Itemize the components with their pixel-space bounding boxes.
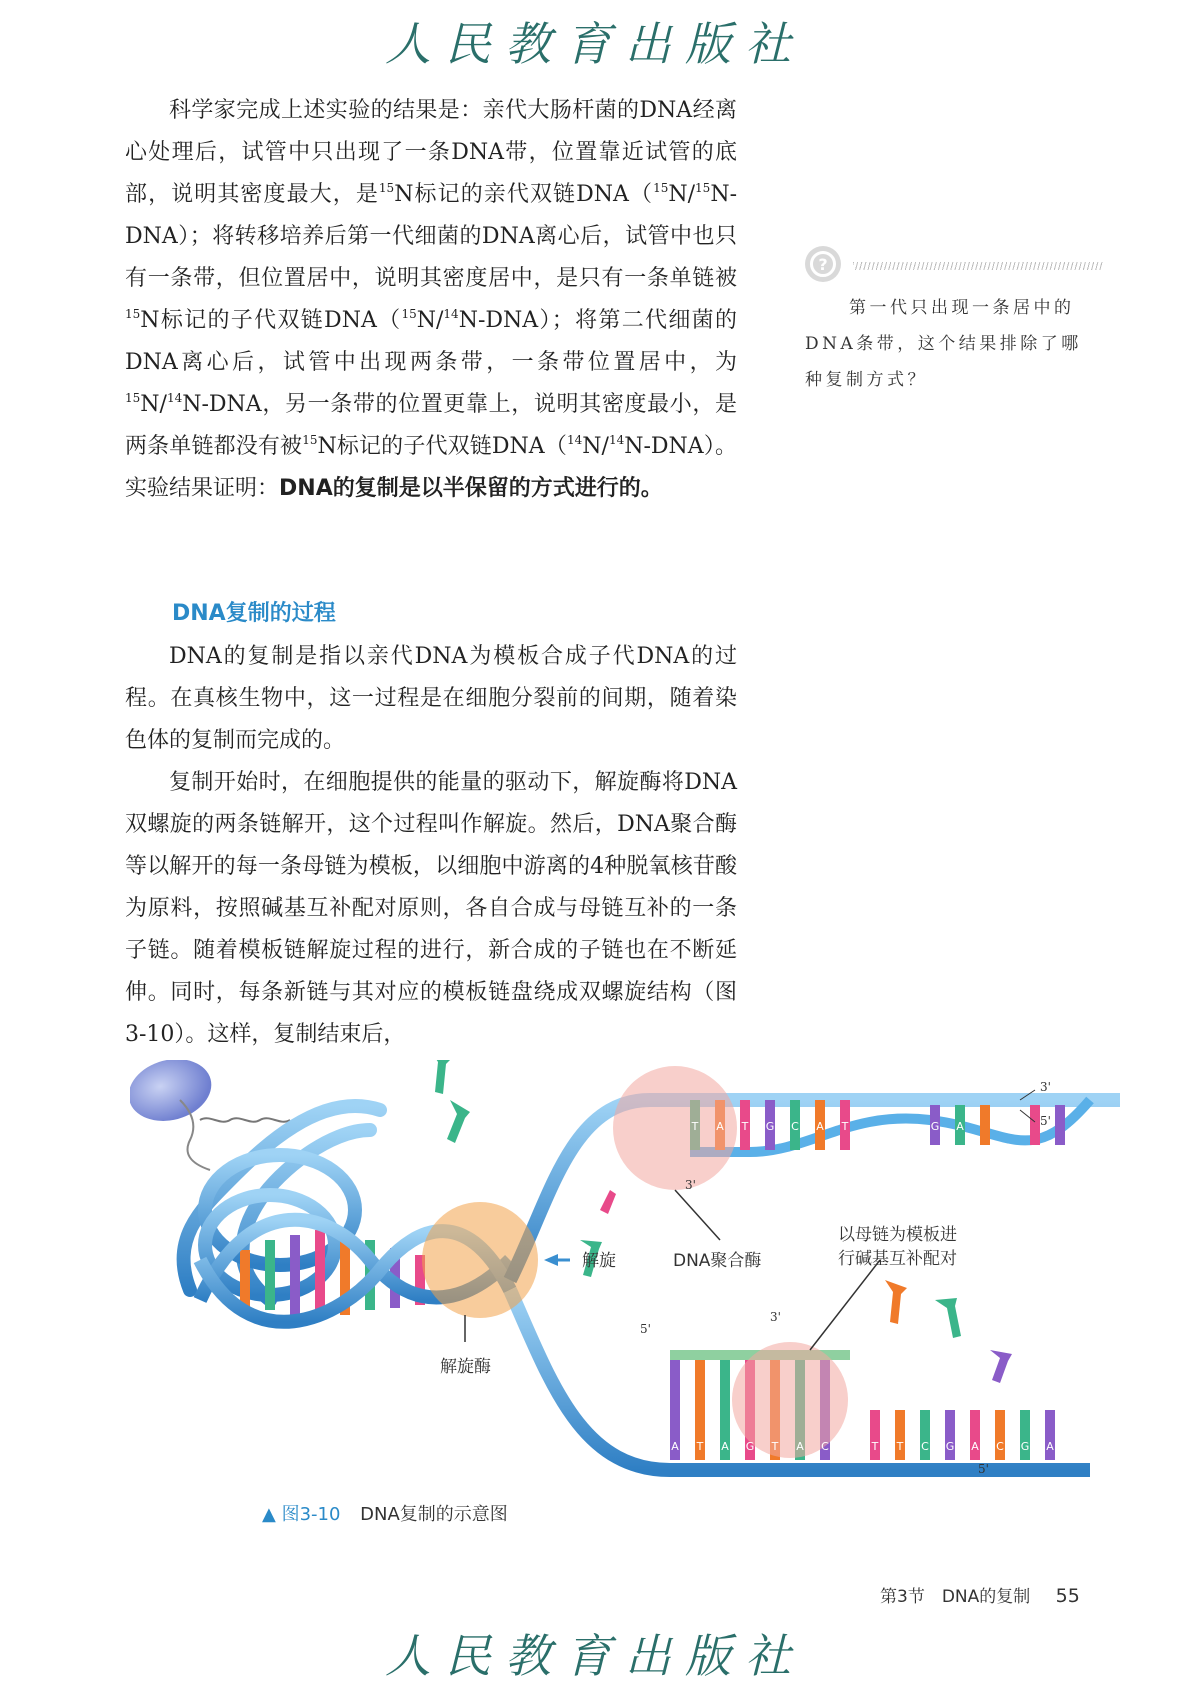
bottom-base-letter: C xyxy=(921,1440,929,1453)
top-base-letter: T xyxy=(841,1120,849,1133)
bottom-base-letter: A xyxy=(671,1440,679,1453)
section-heading: DNA复制的过程 xyxy=(172,601,336,626)
conclusion-bold: DNA的复制是以半保留的方式进行的。 xyxy=(279,476,663,501)
end-5-bottom: 5' xyxy=(978,1462,989,1476)
publisher-watermark-top: 人民教育出版社 xyxy=(385,17,805,71)
top-base-letter: G xyxy=(930,1120,940,1133)
top-base-letter: A xyxy=(956,1120,964,1133)
bottom-base-letter: C xyxy=(996,1440,1004,1453)
caption-text: DNA复制的示意图 xyxy=(360,1504,508,1525)
bottom-base-letter: A xyxy=(721,1440,729,1453)
figure-caption xyxy=(262,1500,508,1526)
top-base-letter: C xyxy=(791,1120,799,1133)
caption-triangle-icon: ▲ xyxy=(262,1504,276,1525)
process-paragraph: 复制开始时，在细胞提供的能量的驱动下，解旋酶将DNA双螺旋的两条链解开，这个过程叫作解旋。然后，DNA聚合酶等以解开的每一条母链为模板，以细胞中游离的4种脱氧核苷酸为原料，按照碱基互补配对原则，各自合成与母链互补的一条子链。随着模板链解旋过程的进行，新合成的子链也在不断延伸。同时，每条新链与其对应的模板链盘绕成双螺旋结构（图3-10）。这样，复制结束后， xyxy=(125,770,737,1047)
question-text: 第一代只出现一条居中的DNA条带，这个结果排除了哪种复制方式？ xyxy=(805,298,1082,390)
end-3-mid: 3' xyxy=(685,1178,696,1192)
label-pairing-line2: 行碱基互补配对 xyxy=(838,1249,957,1269)
bottom-base-letter: G xyxy=(1020,1440,1030,1453)
footer-section: 第3节 DNA的复制 xyxy=(880,1587,1031,1607)
end-5-low: 5' xyxy=(640,1322,651,1336)
end-3-low: 3' xyxy=(770,1310,781,1324)
dna-replication-figure xyxy=(130,1060,1130,1540)
bottom-base-letter: A xyxy=(971,1440,979,1453)
result-paragraph: 科学家完成上述实验的结果是：亲代大肠杆菌的DNA经离心处理后，试管中只出现了一条DNA带，位置靠近试管的底部，说明其密度最大，是$^{15}$N标记的亲代双链DNA（$^{15}$N/$^{15}$N-DNA）；将转移培养后第一代细菌的DNA离心后，试管中也只有一条带，但位置居中，说明其密度居中，是只有一条单链被$^{15}$N标记的子代双链DNA（$^{15}$N/$^{14}$N-DNA）；将第二代细菌的DNA离心后，试管中出现两条带，一条带位置居中，为$^{15}$N/$^{14}$N-DNA，另一条带的位置更靠上，说明其密度最小，是两条单链都没有被$^{15}$N标记的子代双链DNA（$^{14}$N/$^{14}$N-DNA）。实验结果证明：DNA的复制是以半保留的方式进行的。 xyxy=(125,98,737,501)
label-helicase: 解旋酶 xyxy=(440,1357,491,1377)
end-3-top: 3' xyxy=(1040,1080,1051,1094)
bottom-base-letter: A xyxy=(1046,1440,1054,1453)
bottom-base-letter: T xyxy=(771,1440,779,1453)
top-base-letter: A xyxy=(816,1120,824,1133)
page-number: 55 xyxy=(1055,1585,1080,1607)
top-base-letter: A xyxy=(716,1120,724,1133)
label-dna-polymerase: DNA聚合酶 xyxy=(673,1251,762,1271)
bottom-base-letter: C xyxy=(821,1440,829,1453)
hatched-rule xyxy=(853,262,1103,270)
page-footer xyxy=(880,1582,1080,1607)
bottom-base-letter: T xyxy=(896,1440,904,1453)
question-icon: ? xyxy=(805,246,841,282)
bottom-base-letter: T xyxy=(696,1440,704,1453)
publisher-watermark-bottom: 人民教育出版社 xyxy=(385,1629,805,1683)
caption-number: 图3-10 xyxy=(281,1504,341,1525)
definition-paragraph: DNA的复制是指以亲代DNA为模板合成子代DNA的过程。在真核生物中，这一过程是在细胞分裂前的间期，随着染色体的复制而完成的。 xyxy=(125,644,737,753)
bottom-base-letter: A xyxy=(796,1440,804,1453)
label-unwinding: 解旋 xyxy=(582,1251,616,1271)
helicase-enzyme xyxy=(422,1202,538,1318)
top-base-letter: G xyxy=(765,1120,775,1133)
cell-nucleus xyxy=(130,1060,218,1130)
bottom-base-letter: T xyxy=(871,1440,879,1453)
top-base-letter: T xyxy=(741,1120,749,1133)
bottom-base-letter: G xyxy=(945,1440,955,1453)
bottom-base-letter: G xyxy=(745,1440,755,1453)
top-base-letter: T xyxy=(691,1120,699,1133)
end-5-top: 5' xyxy=(1040,1114,1051,1128)
label-pairing-line1: 以母链为模板进 xyxy=(838,1225,957,1245)
